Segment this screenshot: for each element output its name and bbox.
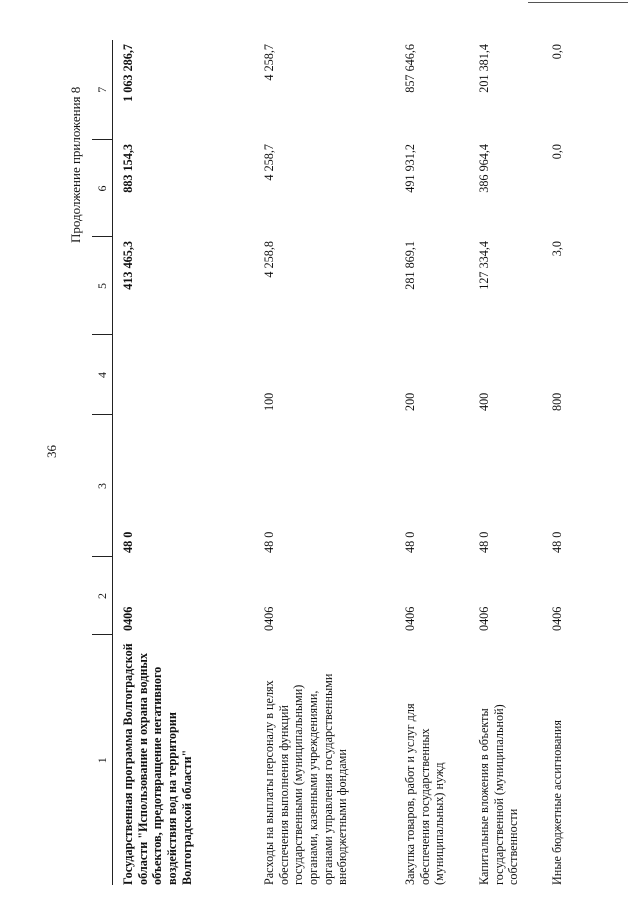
col-header-6: 6 (92, 140, 113, 237)
budget-table (92, 40, 590, 885)
row-value-7: 857 646,6 (403, 44, 417, 93)
row-value-7: 0,0 (550, 44, 564, 60)
row-section: 0406 (550, 606, 564, 631)
col-header-1: 1 (92, 635, 113, 885)
row-expense-type (113, 335, 256, 415)
col-header-5: 5 (92, 237, 113, 335)
row-value-5: 4 258,8 (262, 241, 276, 278)
row-section: 0406 (403, 606, 417, 631)
col-header-4: 4 (92, 335, 113, 415)
page-number: 36 (44, 445, 59, 458)
row-expense-type: 800 (550, 392, 564, 411)
table-row (397, 40, 471, 885)
row-expense-type: 100 (262, 392, 276, 411)
row-value-6: 0,0 (550, 144, 564, 160)
row-expense-type: 200 (403, 392, 417, 411)
col-header-7: 7 (92, 40, 113, 140)
row-target: 48 0 (403, 531, 417, 553)
row-value-5: 3,0 (550, 241, 564, 257)
row-value-6: 4 258,7 (262, 144, 276, 181)
row-section: 0406 (121, 606, 135, 631)
row-target: 48 0 (121, 531, 135, 553)
row-value-6: 491 931,2 (403, 144, 417, 193)
row-name: Расходы на выплаты персоналу в целях обеспечения выполнения функций государственными (муниципальными) органами, казенными учреждениями, органами управления государственными внебюджетными фондами (262, 673, 350, 885)
row-name: Закупка товаров, работ и услуг для обеспечения государственных (муниципальных) нужд (403, 703, 447, 885)
row-value-7: 4 258,7 (262, 44, 276, 81)
row-value-6: 883 154,3 (121, 144, 135, 193)
header-row (92, 40, 113, 885)
row-target: 48 0 (550, 531, 564, 553)
col-header-2: 2 (92, 557, 113, 635)
col-header-3: 3 (92, 415, 113, 557)
row-target: 48 0 (262, 531, 276, 553)
table-row (255, 40, 397, 885)
row-name: Иные бюджетные ассигнования (550, 719, 564, 885)
row-name: Государственная программа Волгоградской области "Использование и охрана водных объектов, предотвращение негативного воздействия вод на территории Волгоградской области" (121, 643, 194, 885)
row-target: 48 0 (477, 531, 491, 553)
row-value-6: 386 964,4 (477, 144, 491, 193)
row-section: 0406 (262, 606, 276, 631)
row-value-5: 413 465,3 (121, 241, 135, 290)
row-value-5: 281 869,1 (403, 241, 417, 290)
table-row (545, 40, 590, 885)
table-row (113, 40, 256, 885)
table-row (471, 40, 545, 885)
row-value-7: 201 381,4 (477, 44, 491, 93)
row-expense-type: 400 (477, 392, 491, 411)
row-value-7: 1 063 286,7 (121, 44, 135, 102)
continuation-label: Продолжение приложения 8 (68, 86, 83, 243)
row-value-5: 127 334,4 (477, 241, 491, 290)
row-section: 0406 (477, 606, 491, 631)
row-name: Капитальные вложения в объекты государственной (муниципальной) собственности (477, 704, 521, 885)
